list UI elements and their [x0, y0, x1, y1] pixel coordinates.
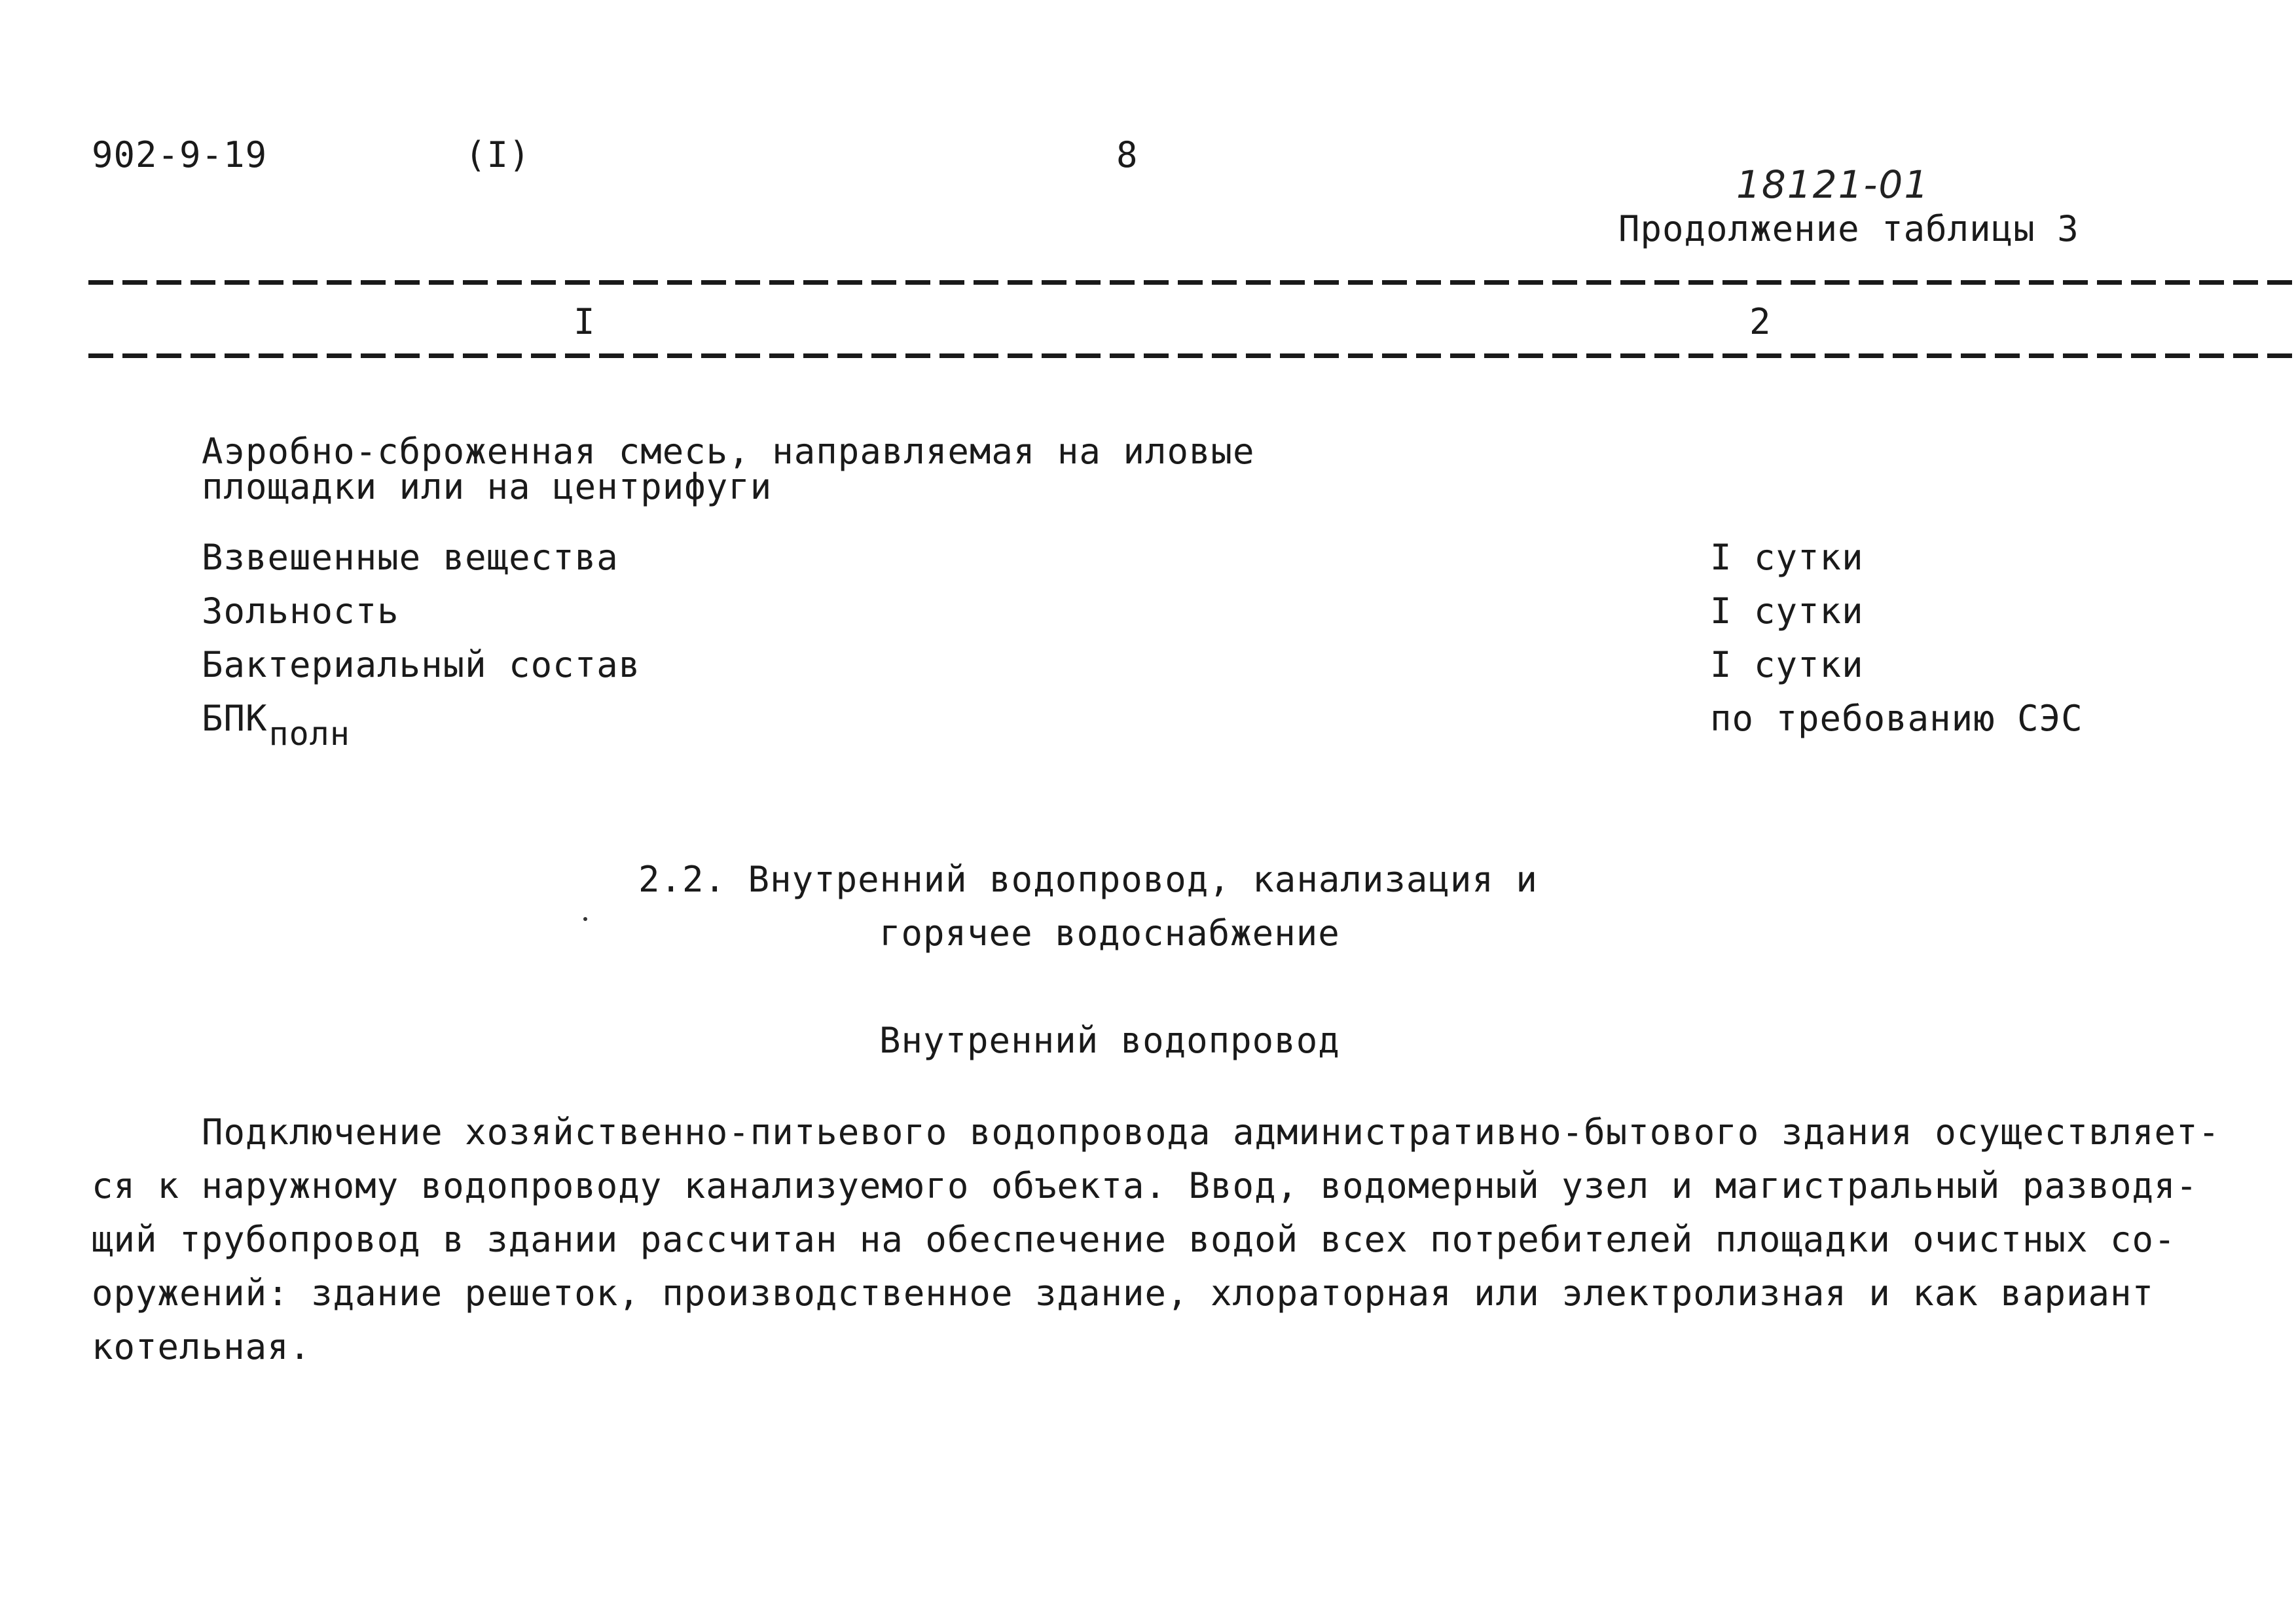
column-header-1: I: [574, 301, 596, 342]
paragraph-line-2: ся к наружному водопроводу канализуемого объекта. Ввод, водомерный узел и магистральный разводя-: [92, 1165, 2198, 1206]
row-label-bod: [202, 698, 350, 753]
subsection-heading: Внутренний водопровод: [879, 1020, 1340, 1061]
bod-main: БПК: [202, 698, 268, 739]
row-label-ash-content: Зольность: [202, 590, 399, 632]
document-part: (I): [465, 134, 531, 175]
section-heading-line-2: горячее водоснабжение: [879, 912, 1340, 954]
row-value-ash-content: I сутки: [1710, 590, 1864, 632]
handwritten-code: 18121-01: [1736, 162, 1930, 207]
paragraph-line-5: котельная.: [92, 1326, 312, 1367]
paragraph-line-3: щий трубопровод в здании рассчитан на обеспечение водой всех потребителей площадки очистных со-: [92, 1219, 2176, 1260]
stray-dot: [583, 917, 587, 921]
row-label-suspended-solids: Взвешенные вещества: [202, 537, 619, 578]
table-top-rule: [88, 280, 2296, 285]
row-label-bacterial: Бактериальный состав: [202, 644, 641, 685]
document-number: 902-9-19: [92, 134, 268, 175]
table-continuation-label: Продолжение таблицы 3: [1618, 208, 2079, 249]
column-header-2: 2: [1749, 301, 1772, 342]
table-header-bottom-rule: [88, 353, 2296, 358]
group-title-line-2: площадки или на центрифуги: [202, 466, 773, 507]
bod-subscript: полн: [268, 715, 350, 753]
section-heading-line-1: 2.2. Внутренний водопровод, канализация и: [638, 859, 1538, 900]
paragraph-line-1: Подключение хозяйственно-питьевого водопровода административно-бытового здания осуществляет-: [202, 1111, 2220, 1153]
page-number: 8: [1116, 134, 1139, 175]
paragraph-line-4: оружений: здание решеток, производственное здание, хлораторная или электролизная и как вариант: [92, 1272, 2155, 1314]
group-title-line-1: Аэробно-сброженная смесь, направляемая на иловые: [202, 431, 1255, 472]
row-value-bacterial: I сутки: [1710, 644, 1864, 685]
row-value-bod: по требованию СЭС: [1710, 698, 2083, 739]
row-value-suspended-solids: I сутки: [1710, 537, 1864, 578]
